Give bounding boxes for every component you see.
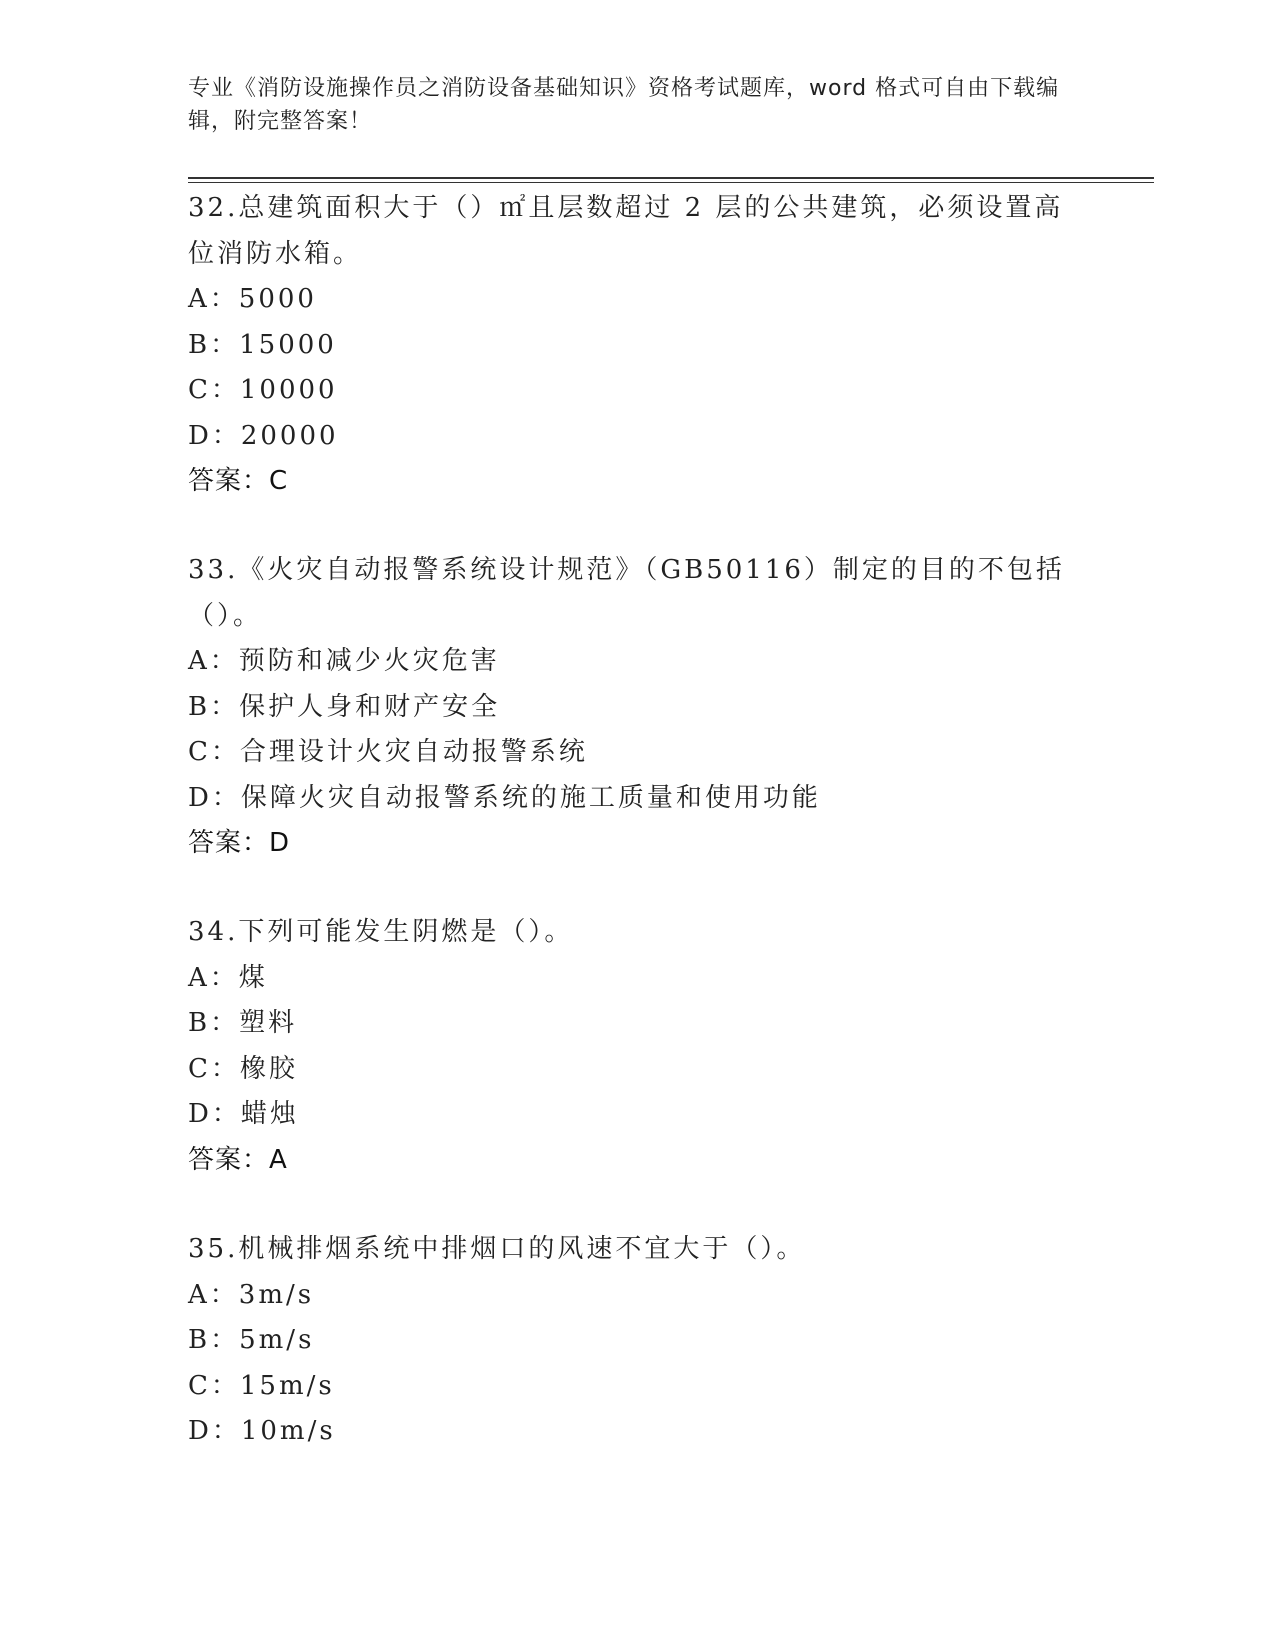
option-d: D：10m/s: [188, 1416, 336, 1446]
option-a: A：预防和减少火灾危害: [188, 646, 500, 676]
option-c: C：合理设计火灾自动报警系统: [188, 737, 588, 767]
document-header: 专业《消防设施操作员之消防设备基础知识》资格考试题库，word 格式可自由下载编辑，附完整答案！: [188, 76, 1060, 134]
answer-line: 答案：C: [188, 466, 289, 496]
option-b: B：塑料: [188, 1008, 298, 1038]
option-d: D：保障火灾自动报警系统的施工质量和使用功能: [188, 782, 821, 813]
header-divider-thin: [188, 182, 1154, 183]
option-d: D：蜡烛: [188, 1099, 299, 1129]
answer-line: 答案：A: [188, 1144, 288, 1175]
question-block: [188, 910, 1088, 1182]
question-stem: 34.下列可能发生阴燃是（）。: [188, 917, 574, 947]
header-divider-thick: [188, 177, 1154, 179]
question-block: [188, 548, 1088, 865]
option-c: C：15m/s: [188, 1370, 335, 1401]
option-a: A：3m/s: [188, 1279, 315, 1310]
option-d: D：20000: [188, 420, 339, 451]
option-b: B：15000: [188, 329, 337, 360]
question-block: [188, 186, 1088, 503]
option-b: B：5m/s: [188, 1325, 315, 1355]
question-stem: 33.《火灾自动报警系统设计规范》（GB50116）制定的目的不包括（）。: [188, 555, 1065, 631]
question-block: [188, 1227, 1088, 1455]
option-b: B：保护人身和财产安全: [188, 691, 501, 722]
option-a: A：煤: [188, 962, 268, 993]
question-stem: 35.机械排烟系统中排烟口的风速不宜大于（）。: [188, 1234, 806, 1264]
answer-line: 答案：D: [188, 828, 291, 858]
option-a: A：5000: [188, 284, 317, 314]
question-stem: 32.总建筑面积大于（）㎡且层数超过 2 层的公共建筑，必须设置高位消防水箱。: [188, 193, 1064, 269]
option-c: C：10000: [188, 375, 338, 405]
option-c: C：橡胶: [188, 1053, 298, 1084]
